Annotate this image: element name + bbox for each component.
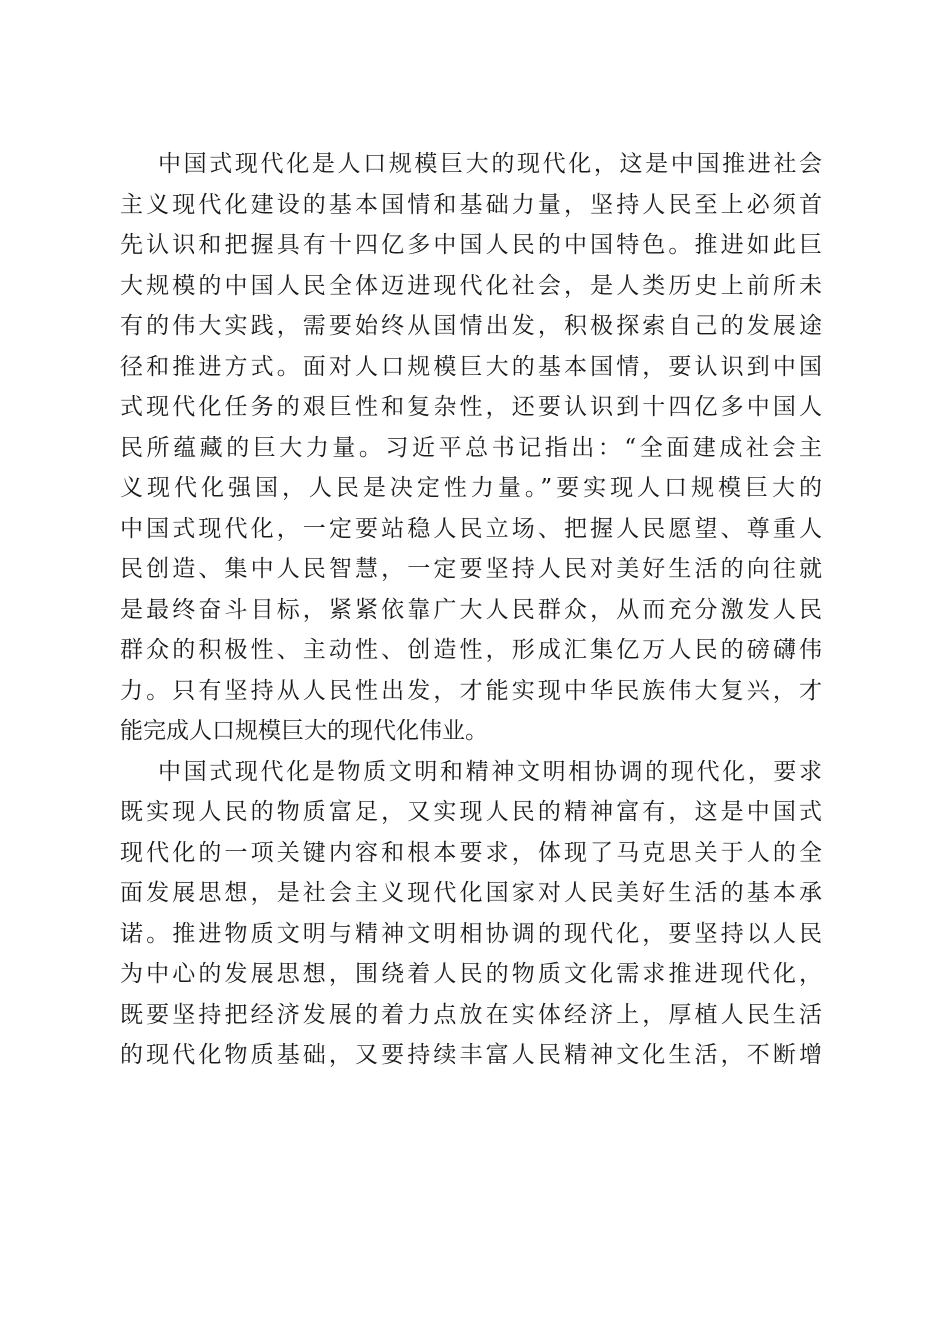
text-line: 民创造、集中人民智慧，一定要坚持人民对美好生活的向往就 bbox=[120, 556, 822, 582]
text-line: 中国式现代化是物质文明和精神文明相协调的现代化，要求 bbox=[158, 758, 822, 785]
text-line: 能完成人口规模巨大的现代化伟业。 bbox=[120, 718, 488, 744]
text-line: 面发展思想，是社会主义现代化国家对人民美好生活的基本承 bbox=[120, 880, 822, 906]
document-body bbox=[120, 144, 822, 1076]
text-line: 中国式现代化是人口规模巨大的现代化，这是中国推进社会 bbox=[158, 151, 822, 177]
text-line: 径和推进方式。面对人口规模巨大的基本国情，要认识到中国 bbox=[120, 353, 822, 380]
text-line: 大规模的中国人民全体迈进现代化社会，是人类历史上前所未 bbox=[120, 272, 822, 299]
text-line: 的现代化物质基础，又要持续丰富人民精神文化生活，不断增 bbox=[120, 1042, 822, 1068]
text-line: 民所蕴藏的巨大力量。习近平总书记指出：“全面建成社会主 bbox=[120, 434, 822, 461]
text-line: 中国式现代化，一定要站稳人民立场、把握人民愿望、尊重人 bbox=[120, 515, 822, 542]
text-line: 主义现代化建设的基本国情和基础力量，坚持人民至上必须首 bbox=[120, 191, 822, 218]
text-line: 群众的积极性、主动性、创造性，形成汇集亿万人民的磅礴伟 bbox=[120, 637, 822, 663]
text-line: 现代化的一项关键内容和根本要求，体现了马克思关于人的全 bbox=[120, 839, 822, 866]
text-line: 有的伟大实践，需要始终从国情出发，积极探索自己的发展途 bbox=[120, 313, 822, 339]
text-line: 为中心的发展思想，围绕着人民的物质文化需求推进现代化， bbox=[120, 961, 822, 987]
text-line: 力。只有坚持从人民性出发，才能实现中华民族伟大复兴，才 bbox=[120, 677, 822, 704]
text-line: 是最终奋斗目标，紧紧依靠广大人民群众，从而充分激发人民 bbox=[120, 596, 822, 623]
text-line: 诺。推进物质文明与精神文明相协调的现代化，要坚持以人民 bbox=[120, 920, 822, 947]
text-line: 式现代化任务的艰巨性和复杂性，还要认识到十四亿多中国人 bbox=[120, 394, 822, 420]
paragraph-2 bbox=[120, 752, 822, 1076]
text-line: 既实现人民的物质富足，又实现人民的精神富有，这是中国式 bbox=[120, 799, 822, 825]
text-line: 既要坚持把经济发展的着力点放在实体经济上，厚植人民生活 bbox=[120, 1001, 822, 1028]
text-line: 义现代化强国，人民是决定性力量。”要实现人口规模巨大的 bbox=[120, 475, 822, 501]
paragraph-1 bbox=[120, 144, 822, 752]
text-line: 先认识和把握具有十四亿多中国人民的中国特色。推进如此巨 bbox=[120, 232, 822, 258]
